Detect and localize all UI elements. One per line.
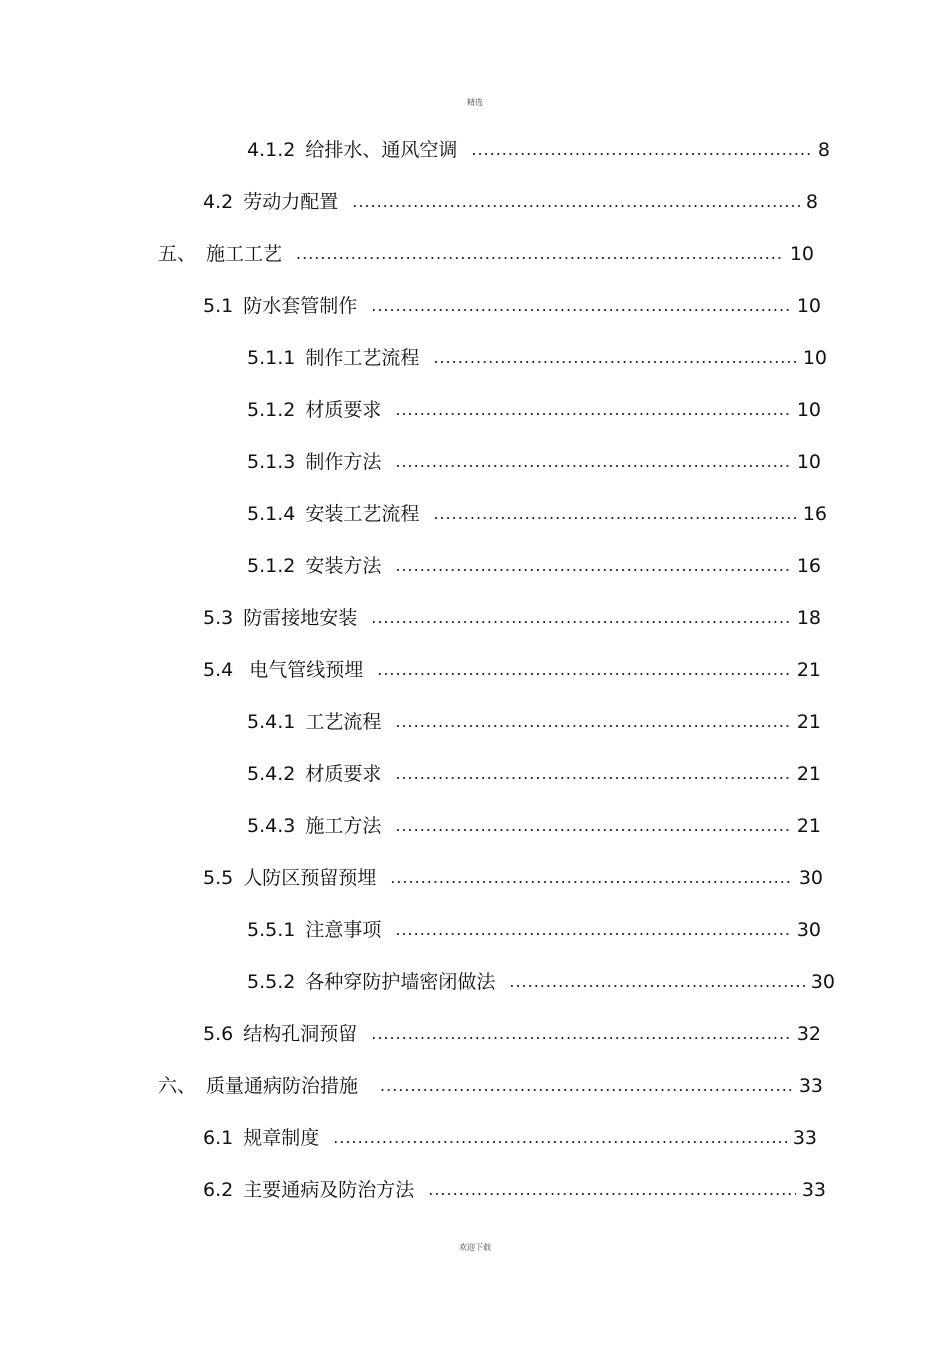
toc-dot-leader — [433, 501, 796, 527]
toc-entry[interactable] — [158, 1073, 823, 1099]
toc-entry-title: 材质要求 — [305, 399, 382, 421]
toc-entry[interactable] — [247, 917, 821, 943]
toc-entry-number: 4.1.2 — [247, 139, 296, 161]
toc-entry-page: 30 — [796, 919, 821, 941]
toc-dot-leader — [352, 189, 800, 215]
toc-dot-leader — [296, 241, 784, 267]
toc-entry-number: 5.5 — [203, 867, 234, 889]
toc-entry-title: 注意事项 — [305, 919, 382, 941]
toc-entry[interactable] — [203, 189, 818, 215]
toc-dot-leader — [428, 1177, 796, 1203]
toc-dot-leader — [471, 137, 812, 163]
toc-entry-page: 10 — [796, 295, 821, 317]
toc-entry-number: 5.4.1 — [247, 711, 296, 733]
toc-entry-title: 防水套管制作 — [243, 295, 358, 317]
toc-entry[interactable] — [247, 345, 827, 371]
toc-dot-leader — [390, 865, 793, 891]
toc-dot-leader — [377, 657, 791, 683]
toc-dot-leader — [395, 553, 790, 579]
toc-entry[interactable] — [247, 137, 830, 163]
toc-entry-number: 5.4.2 — [247, 763, 296, 785]
toc-dot-leader — [395, 761, 790, 787]
toc-dot-leader — [395, 917, 790, 943]
toc-entry-number: 5.1.2 — [247, 399, 296, 421]
toc-entry-number: 5.1.2 — [247, 555, 296, 577]
toc-entry-page: 33 — [801, 1179, 826, 1201]
toc-entry-title: 防雷接地安装 — [243, 607, 358, 629]
toc-entry-title: 规章制度 — [243, 1127, 320, 1149]
toc-entry[interactable] — [247, 501, 827, 527]
toc-dot-leader — [395, 813, 790, 839]
toc-entry[interactable] — [247, 969, 835, 995]
toc-entry-number: 5.1.1 — [247, 347, 296, 369]
toc-entry-page: 16 — [796, 555, 821, 577]
toc-entry-title: 材质要求 — [305, 763, 382, 785]
toc-entry-page: 21 — [796, 711, 821, 733]
toc-entry-number: 5.4.3 — [247, 815, 296, 837]
toc-entry-title: 工艺流程 — [305, 711, 382, 733]
toc-entry-number: 5.1.3 — [247, 451, 296, 473]
toc-dot-leader — [371, 605, 791, 631]
toc-entry[interactable] — [203, 865, 823, 891]
toc-entry-title: 各种穿防护墙密闭做法 — [305, 971, 496, 993]
toc-entry[interactable] — [247, 709, 821, 735]
toc-dot-leader — [395, 397, 790, 423]
toc-dot-leader — [395, 449, 790, 475]
toc-entry-page: 16 — [802, 503, 827, 525]
toc-entry-title: 主要通病及防治方法 — [243, 1179, 415, 1201]
toc-entry-title: 结构孔洞预留 — [243, 1023, 358, 1045]
toc-entry-page: 10 — [789, 243, 814, 265]
toc-entry[interactable] — [203, 1021, 821, 1047]
toc-entry[interactable] — [247, 449, 821, 475]
toc-entry-page: 10 — [796, 399, 821, 421]
toc-entry-page: 33 — [798, 1075, 823, 1097]
toc-dot-leader — [371, 293, 791, 319]
toc-entry-number: 5.3 — [203, 607, 234, 629]
page-header-mark: 精选 — [467, 98, 483, 107]
toc-entry-number: 6.1 — [203, 1127, 234, 1149]
toc-entry-page: 10 — [796, 451, 821, 473]
toc-entry[interactable] — [203, 605, 821, 631]
toc-entry-title: 劳动力配置 — [243, 191, 339, 213]
toc-dot-leader — [509, 969, 804, 995]
toc-entry-page: 21 — [796, 815, 821, 837]
toc-entry-page: 30 — [798, 867, 823, 889]
toc-entry-number: 五、 — [158, 243, 197, 265]
toc-entry-number: 5.5.1 — [247, 919, 296, 941]
toc-entry-number: 6.2 — [203, 1179, 234, 1201]
toc-entry-number: 六、 — [158, 1075, 197, 1097]
toc-entry-page: 18 — [796, 607, 821, 629]
toc-entry[interactable] — [203, 1125, 817, 1151]
toc-entry-title: 安装工艺流程 — [305, 503, 420, 525]
toc-entry[interactable] — [203, 657, 821, 683]
toc-entry[interactable] — [247, 553, 821, 579]
toc-dot-leader — [433, 345, 796, 371]
toc-entry-page: 8 — [817, 139, 830, 161]
toc-entry-number: 4.2 — [203, 191, 234, 213]
toc-entry-number: 5.5.2 — [247, 971, 296, 993]
toc-dot-leader — [395, 709, 790, 735]
toc-entry[interactable] — [203, 1177, 826, 1203]
toc-entry-page: 21 — [796, 763, 821, 785]
toc-entry[interactable] — [247, 813, 821, 839]
toc-entry-page: 33 — [792, 1127, 817, 1149]
toc-entry-title: 制作工艺流程 — [305, 347, 420, 369]
toc-dot-leader — [333, 1125, 787, 1151]
toc-entry-title: 质量通病防治措施 — [206, 1075, 359, 1097]
toc-entry-title: 施工方法 — [305, 815, 382, 837]
toc-entry-number: 5.6 — [203, 1023, 234, 1045]
toc-entry-page: 10 — [802, 347, 827, 369]
toc-entry-title: 安装方法 — [305, 555, 382, 577]
toc-entry-title: 给排水、通风空调 — [305, 139, 458, 161]
toc-entry-number: 5.1 — [203, 295, 234, 317]
toc-entry-page: 8 — [805, 191, 818, 213]
toc-entry-title: 人防区预留预埋 — [243, 867, 377, 889]
toc-entry-page: 32 — [796, 1023, 821, 1045]
toc-entry[interactable] — [247, 397, 821, 423]
toc-entry[interactable] — [203, 293, 821, 319]
toc-entry[interactable] — [158, 241, 814, 267]
toc-dot-leader — [380, 1073, 793, 1099]
toc-entry[interactable] — [247, 761, 821, 787]
toc-entry-title: 施工工艺 — [206, 243, 283, 265]
page-footer-mark: 欢迎下载 — [459, 1243, 491, 1252]
toc-dot-leader — [371, 1021, 791, 1047]
toc-entry-page: 21 — [796, 659, 821, 681]
toc-entry-page: 30 — [810, 971, 835, 993]
toc-entry-title: 电气管线预埋 — [249, 659, 364, 681]
toc-entry-number: 5.4 — [203, 659, 234, 681]
toc-entry-number: 5.1.4 — [247, 503, 296, 525]
toc-entry-title: 制作方法 — [305, 451, 382, 473]
